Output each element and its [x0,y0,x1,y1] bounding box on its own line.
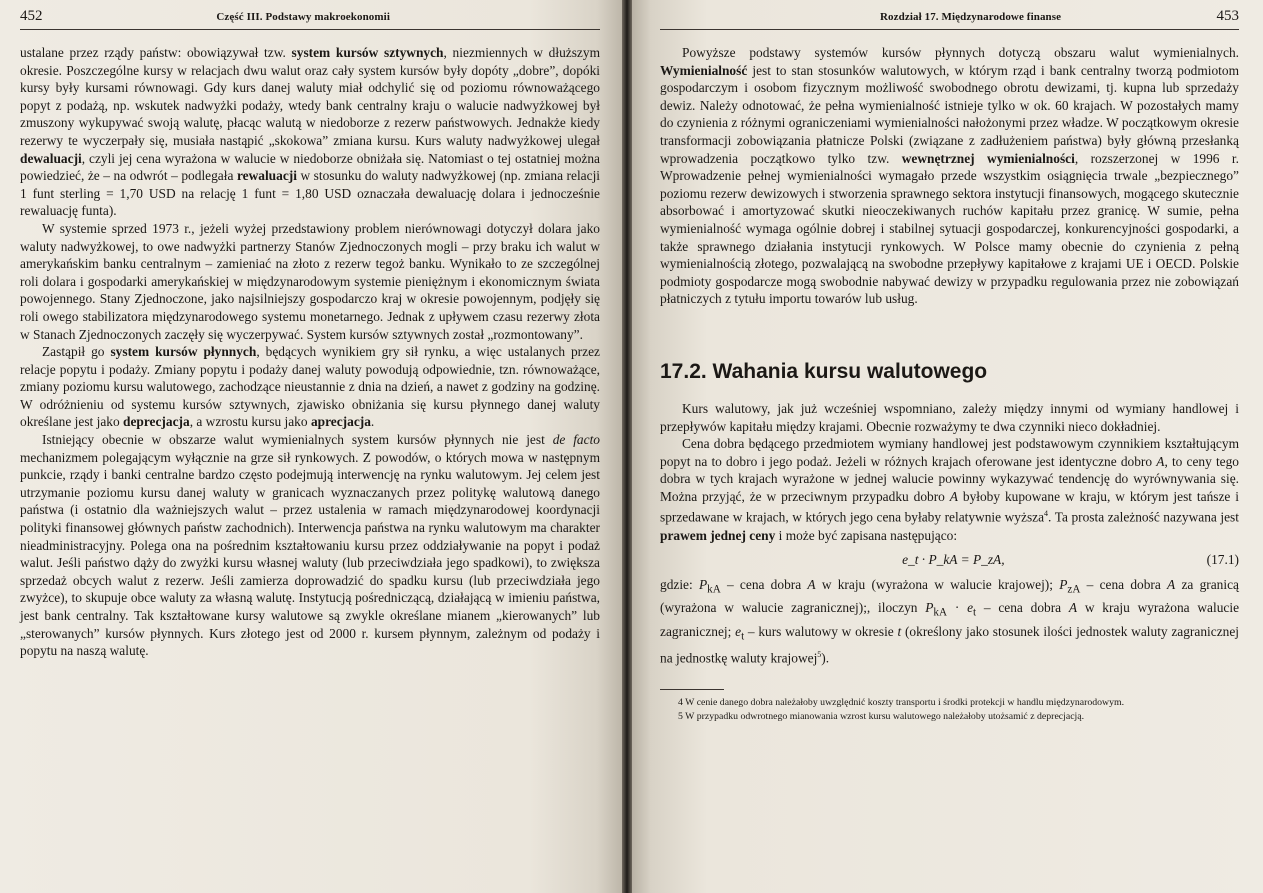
left-running-title: Część III. Podstawy makroekonomii [216,11,390,23]
right-running-title: Rozdział 17. Międzynarodowe finanse [880,11,1062,23]
right-page [632,0,1263,893]
left-page [0,0,622,893]
right-paragraph: gdzie: $P_{kA}$ – cena dobra A w kraju (wyrażona w walucie krajowej); $P_{zA}$ – cena dobra A za granicą (wyrażona w walucie zagranicznej);, iloczyn $P_{kA} \cdot e_t$ – cena dobra A w kraju wyrażona walucie zagranicznej; $e_t$ – kurs walutowy w okresie t (określony jako stosunek ilości jednostek waluty zagranicznej na jednostkę waluty krajowej$^5$). [660,577,1240,666]
right-body [660,44,1239,723]
left-paragraph: W systemie sprzed 1973 r., jeżeli wyżej przedstawiony problem nierównowagi dotyczył dolara jako waluty nadwyżkowej, to owe nadwyżki partnerzy Stanów Zjednoczonych mogli – przy braku ich walut w amerykańskim banku centralnym – zamieniać na złoto z rezerw tegoż banku. Wynikało to ze szczególnej roli dolara i gospodarki amerykańskiej w międzynarodowym systemie pieniężnym i ekonomicznym świata powojennego. Stany Zjednoczone, jako najsilniejszy gospodarczo kraj w okresie powojennym, podjęły się roli owego stabilizatora międzynarodowego systemu monetarnego. Jednak z upływem czasu rezerwy złota w Stanach Zjednoczonych zaczęły się wyczerpywać. System kursów sztywnych został „rozmontowany”. [20,220,600,342]
footnotes [660,689,1239,723]
book-gutter [622,0,632,893]
footnote: 4 W cenie danego dobra należałoby uwzględnić koszty transportu i środki protekcji w handlu międzynarodowym. [678,696,1125,708]
left-body [20,44,600,660]
right-page-number: 453 [1216,8,1239,24]
formula [660,552,1239,568]
left-running-head [20,8,600,30]
right-paragraph: Powyższe podstawy systemów kursów płynnych dotyczą obszaru walut wymienialnych. Wymienialność jest to stan stosunków walutowych, w którym rząd i bank centralny tworzą podmiotom gospodarczym i osobom fizycznym możliwość swobodnego obrotu dewizami, tj. kupna lub sprzedaży dewiz. Należy odnotować, że pełna wymienialność istnieje tylko w ok. 60 krajach. W pozostałych mamy do czynienia z różnymi ograniczeniami wymienialności nałożonymi przez władze. W początkowym okresie transformacji zobowiązania płatnicze Polski (związane z zadłużeniem państwa) były główną przesłanką wprowadzenia początkowo tylko tzw. wewnętrznej wymienialności, rozszerzonej w 1996 r. Wprowadzenie pełnej wymienialności wymagało przede wszystkim osiągnięcia trwale „bezpiecznego” poziomu rezerw dewizowych i stworzenia sprawnego sektora instytucji finansowych, mogącego skutecznie absorbować i amortyzować skutki nieoczekiwanych ruchów kapitału przez granicę. W sumie, pełna wymienialność wymaga ogólnie dobrej i stabilnej sytuacji gospodarczej, konkurencyjności gospodarki, a także sprawnego działania instytucji rynkowych. W Polsce mamy obecnie do czynienia z pełną wymienialnością złotego, pozwalającą na swobodne przepływy kapitałowe z krajami UE i OECD. Polskie podmioty gospodarcze mogą swobodnie nabywać dewizy w przypadku regulowania przez nie zobowiązań płatniczych z tytułu importu towarów lub usług. [660,45,1239,307]
section-heading: 17.2. Wahania kursu walutowego [660,359,988,383]
right-paragraph: Kurs walutowy, jak już wcześniej wspomniano, zależy między innymi od wymiany handlowej i przepływów kapitału między krajami. Obecnie rozważymy te dwa czynniki nieco dokładniej. [660,400,1239,434]
left-paragraph: Istniejący obecnie w obszarze walut wymienialnych system kursów płynnych nie jest de facto mechanizmem polegającym wyłącznie na grze sił rynkowych. Z powodów, o których mowa w następnym punkcie, rządy i banki centralne bardzo często podejmują interwencję na rynku walutowym. Jej celem jest utrzymanie poziomu kursu danej waluty w granicach wyznaczanych przez politykę walutową danego państwa (i ostatnio dla ważniejszych walut – przez ustalenia w ramach międzynarodowej koordynacji polityki finansowej głównych państw zachodnich). Interwencja państwa na rynku walutowym ma charakter nieadministracyjny. Polega ona na pośrednim kształtowaniu kursu przez oddziaływanie na popyt i podaż walut. Jeśli państwo dąży do zwyżki kursu własnej waluty (lub przeciwdziała jego spadkowi), to zwiększa sprzedaż obcych walut z rezerw. Jeśli zamierza doprowadzić do spadku kursu (lub przeciwdziała jego zwyżce), to skupuje obce waluty za własną walutę. Instytucją pośredniczącą, działającą w imieniu państwa, jest bank centralny. Tak kształtowane kursy walutowe są zwykle określane mianem „kierowanych” lub „sterowanych” kursów płynnych. Kurs złotego jest od 2000 r. kursem płynnym, zależnym od podaży i popytu na naszą walutę. [20,432,600,659]
right-paragraph: Cena dobra będącego przedmiotem wymiany handlowej jest podstawowym czynnikiem kształtującym popyt na to dobro i jego podaż. Jeżeli w różnych krajach oferowane jest identyczne dobro A, to ceny tego dobra w tych krajach wyrażone w jednej walucie powinny wykazywać tendencję do wyrównywania się. Można przyjąć, że w przeciwnym przypadku dobro A byłoby kupowane w kraju, w którym jest tańsze i sprzedawane w krajach, w których jego cena byłaby relatywnie wyższa$^4$. Ta prosta zależność nazywana jest prawem jednej ceny i może być zapisana następująco: [660,436,1240,543]
footnote-rule [660,689,724,690]
right-running-head [660,8,1239,30]
footnote: 5 W przypadku odwrotnego mianowania wzrost kursu walutowego należałoby utożsamić z deprecjacją. [678,710,1085,722]
left-page-number: 452 [20,8,43,24]
formula-expression: e_t · P_kA = P_zA, [902,552,1005,568]
formula-number: (17.1) [1206,552,1239,568]
left-paragraph: Zastąpił go system kursów płynnych, będących wynikiem gry sił rynku, a więc ustalanych przez relacje popytu i podaży. Zmiany popytu i podaży danej waluty powodują odpowiednie, tzn. równoważące, zmiany poziomu kursu walutowego, zachodzące nieustannie z dnia na dzień, a nawet z godziny na godzinę. W odróżnieniu od systemu kursów sztywnych, zjawisko obniżania się kursu płynnego danej waluty określane jest jako deprecjacja, a wzrostu kursu jako aprecjacja. [20,344,600,430]
left-paragraph: ustalane przez rządy państw: obowiązywał tzw. system kursów sztywnych, niezmiennych w dłuższym okresie. Poszczególne kursy w relacjach dwu walut oraz cały system kursów były dopóty „dobre”, dopóki kursy były kursami równowagi. Gdy kurs danej waluty miał odchylić się od poziomu równoważącego popyt z podażą, np. wskutek nadwyżki podaży, wtedy bank centralny kraju o walucie nadwyżkowej był zmuszony wykupywać swoją walutę, płacąc walutą w niedoborze z rezerw państwowych. Jednakże kiedy rezerwy te wyczerpały się, musiała nastąpić „skokowa” zmiana kursu. Kurs waluty nadwyżkowej ulegał dewaluacji, czyli jej cena wyrażona w walucie w niedoborze obniżała się. Natomiast o tej ostatniej można powiedzieć, że – na odwrót – podlegała rewaluacji w stosunku do waluty nadwyżkowej (np. zmiana relacji 1 funt sterling = 1,70 USD na relację 1 funt = 1,80 USD oznaczała dewaluację dolara i jednocześnie rewaluację funta). [20,45,601,219]
